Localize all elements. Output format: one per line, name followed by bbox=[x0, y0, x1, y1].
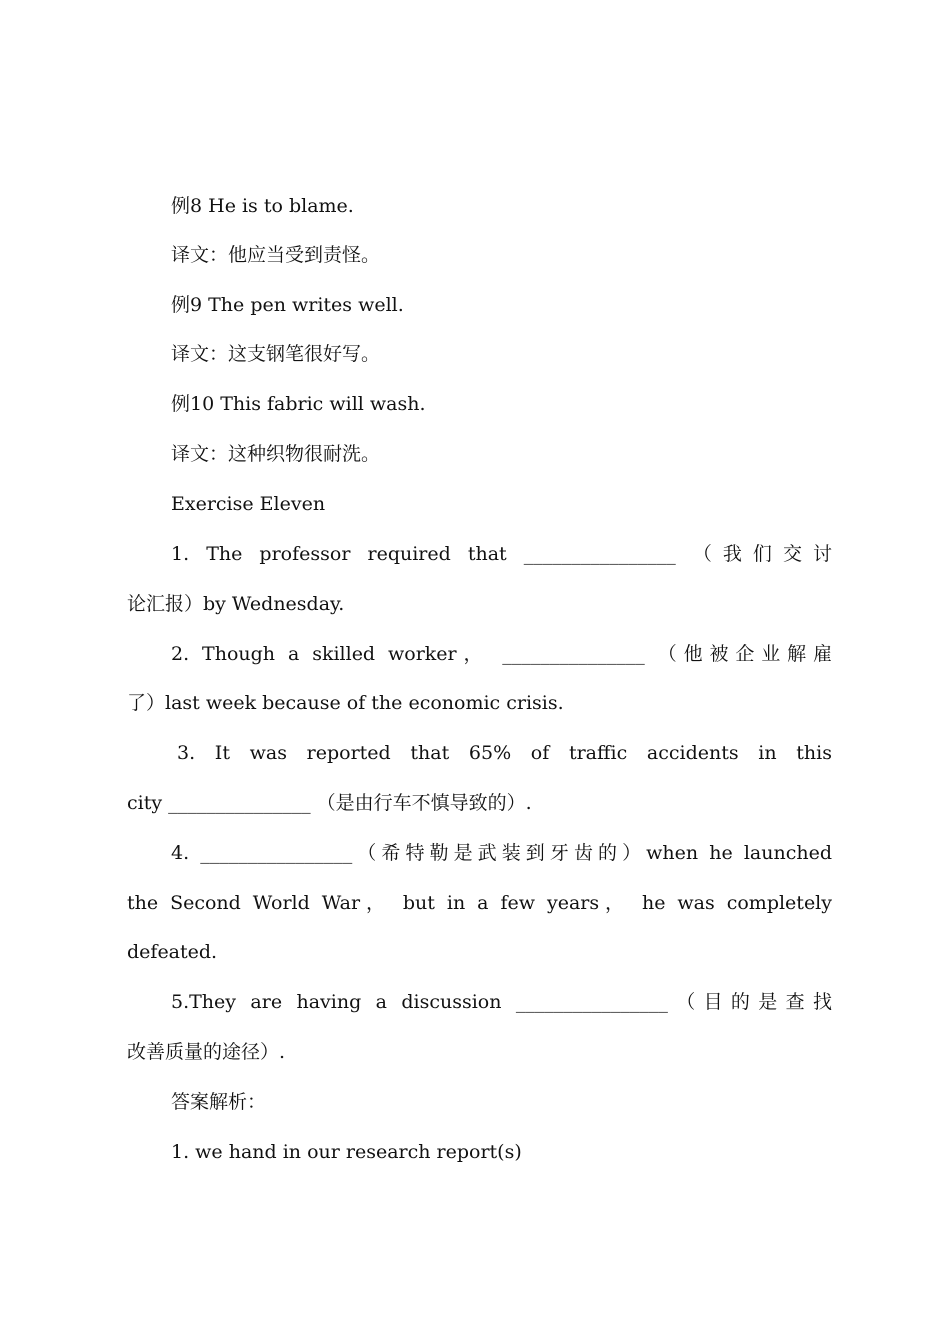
exercise-item-4-cont: the Second World War， but in a few years， he was completely bbox=[127, 892, 832, 914]
translation-8: 译文：他应当受到责怪。 bbox=[171, 244, 381, 266]
answer-1: 1. we hand in our research report(s) bbox=[171, 1141, 522, 1163]
answer-heading: 答案解析： bbox=[171, 1091, 267, 1113]
exercise-item-3: 3. It was reported that 65% of traffic accidents in this bbox=[177, 742, 832, 764]
exercise-item-5: 5.They are having a discussion ________________（目的是查找 bbox=[171, 991, 832, 1013]
example-9: 例9 The pen writes well. bbox=[171, 294, 404, 316]
exercise-item-3-cont: city _______________ （是由行车不慎导致的）. bbox=[127, 792, 532, 814]
translation-10: 译文：这种织物很耐洗。 bbox=[171, 443, 381, 465]
exercise-item-1-cont: 论汇报）by Wednesday. bbox=[127, 593, 345, 615]
exercise-item-4: 4. ________________（希特勒是武装到牙齿的）when he launched bbox=[171, 842, 832, 864]
exercise-item-2: 2. Though a skilled worker， _______________ （他被企业解雇 bbox=[171, 643, 832, 665]
exercise-item-1: 1. The professor required that ________________ （我们交讨 bbox=[171, 543, 832, 565]
exercise-heading: Exercise Eleven bbox=[171, 493, 326, 515]
exercise-item-2-cont: 了）last week because of the economic crisis. bbox=[127, 692, 564, 714]
exercise-item-5-cont: 改善质量的途径）. bbox=[127, 1041, 286, 1063]
exercise-item-4-end: defeated. bbox=[127, 941, 218, 963]
example-8: 例8 He is to blame. bbox=[171, 195, 354, 217]
translation-9: 译文：这支钢笔很好写。 bbox=[171, 343, 381, 365]
example-10: 例10 This fabric will wash. bbox=[171, 393, 426, 415]
